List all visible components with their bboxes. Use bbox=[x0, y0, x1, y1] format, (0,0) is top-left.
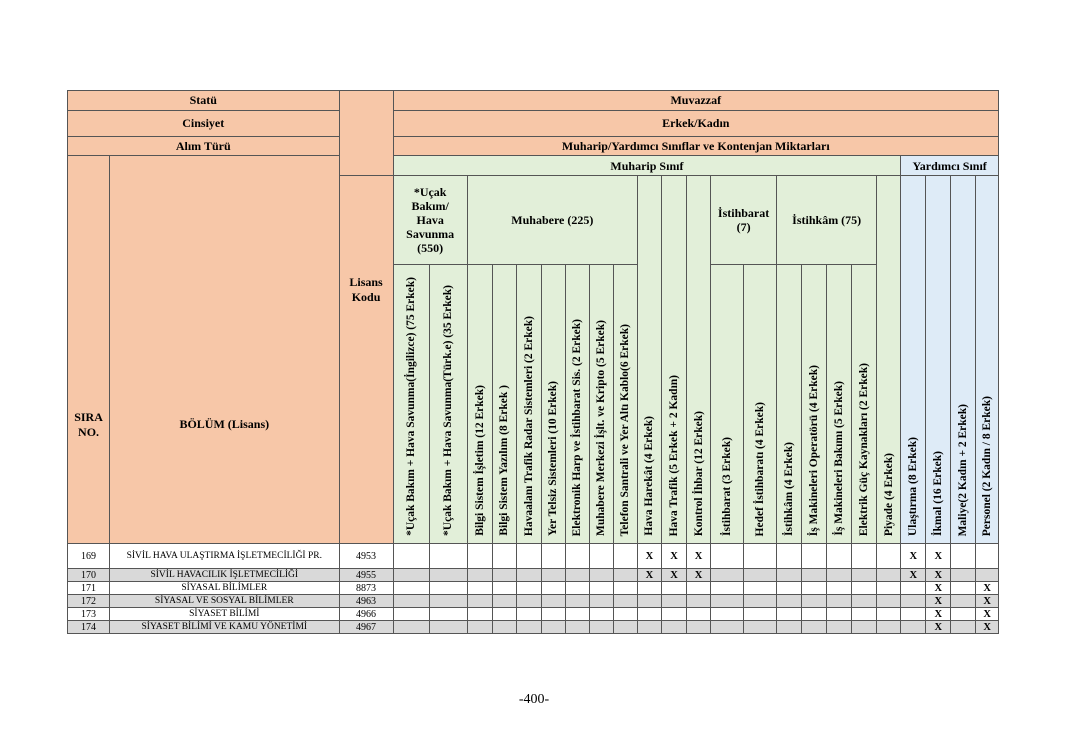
mark-cell bbox=[744, 621, 777, 634]
mark-cell bbox=[613, 608, 637, 621]
column-header-label: Maliye(2 Kadın + 2 Erkek) bbox=[957, 403, 970, 536]
mark-cell bbox=[516, 595, 541, 608]
lisans-kodu-header: Lisans Kodu bbox=[339, 176, 393, 544]
group-istihkam: İstihkâm (75) bbox=[777, 176, 877, 265]
mark-cell bbox=[589, 582, 613, 595]
column-header bbox=[467, 265, 492, 544]
mark-cell bbox=[744, 582, 777, 595]
mark-cell bbox=[589, 608, 613, 621]
mark-cell bbox=[541, 569, 565, 582]
mark-cell bbox=[852, 621, 877, 634]
mark-cell bbox=[951, 621, 976, 634]
department-cell: SİYASET BİLİMİ VE KAMU YÖNETİMİ bbox=[110, 621, 339, 634]
column-header-label: Hedef İstihbaratı (4 Erkek) bbox=[754, 401, 767, 536]
sira-no-header: SIRA NO. bbox=[68, 156, 110, 544]
column-header-label: Bilgi Sistem İşletim (12 Erkek) bbox=[473, 385, 486, 536]
mark-cell: X bbox=[687, 544, 711, 569]
mark-cell bbox=[802, 608, 827, 621]
mark-cell bbox=[877, 582, 901, 595]
mark-cell bbox=[613, 582, 637, 595]
yardimci-sinif-header: Yardımcı Sınıf bbox=[901, 156, 999, 176]
column-header bbox=[637, 176, 661, 544]
mark-cell bbox=[565, 582, 589, 595]
column-header bbox=[429, 265, 467, 544]
sira-no-cell: 173 bbox=[68, 608, 110, 621]
mark-cell bbox=[711, 582, 744, 595]
muharip-sinif-header: Muharip Sınıf bbox=[393, 156, 901, 176]
group-istihbarat: İstihbarat (7) bbox=[711, 176, 777, 265]
mark-cell bbox=[802, 621, 827, 634]
mark-cell bbox=[852, 595, 877, 608]
mark-cell bbox=[541, 595, 565, 608]
mark-cell bbox=[541, 608, 565, 621]
mark-cell bbox=[661, 582, 686, 595]
mark-cell: X bbox=[637, 569, 661, 582]
mark-cell bbox=[802, 582, 827, 595]
mark-cell bbox=[852, 582, 877, 595]
mark-cell bbox=[516, 544, 541, 569]
mark-cell bbox=[467, 608, 492, 621]
mark-cell bbox=[516, 582, 541, 595]
mark-cell bbox=[637, 595, 661, 608]
column-header bbox=[589, 265, 613, 544]
mark-cell: X bbox=[926, 544, 951, 569]
mark-cell bbox=[802, 569, 827, 582]
mark-cell: X bbox=[661, 544, 686, 569]
group-ucak-bakim: *Uçak Bakım/ Hava Savunma (550) bbox=[393, 176, 467, 265]
lisans-kodu-cell: 4967 bbox=[339, 621, 393, 634]
mark-cell bbox=[901, 595, 926, 608]
mark-cell bbox=[565, 569, 589, 582]
mark-cell bbox=[492, 608, 516, 621]
mark-cell bbox=[711, 595, 744, 608]
mark-cell bbox=[877, 621, 901, 634]
mark-cell bbox=[687, 582, 711, 595]
mark-cell bbox=[711, 569, 744, 582]
mark-cell bbox=[467, 569, 492, 582]
mark-cell: X bbox=[926, 569, 951, 582]
mark-cell bbox=[393, 595, 429, 608]
mark-cell bbox=[467, 621, 492, 634]
mark-cell: X bbox=[926, 621, 951, 634]
mark-cell bbox=[687, 621, 711, 634]
mark-cell bbox=[565, 608, 589, 621]
mark-cell bbox=[711, 608, 744, 621]
alim-turu-value: Muharip/Yardımcı Sınıflar ve Kontenjan Miktarları bbox=[393, 137, 998, 156]
cinsiyet-label: Cinsiyet bbox=[68, 111, 340, 137]
mark-cell bbox=[589, 544, 613, 569]
mark-cell bbox=[777, 544, 802, 569]
table-row bbox=[68, 569, 999, 582]
mark-cell bbox=[777, 621, 802, 634]
mark-cell: X bbox=[661, 569, 686, 582]
mark-cell bbox=[516, 569, 541, 582]
mark-cell bbox=[613, 544, 637, 569]
sira-no-cell: 172 bbox=[68, 595, 110, 608]
mark-cell bbox=[589, 621, 613, 634]
column-header-label: Elektronik Harp ve İstihbarat Sis. (2 Erkek) bbox=[571, 318, 584, 536]
mark-cell bbox=[877, 544, 901, 569]
mark-cell bbox=[777, 569, 802, 582]
mark-cell bbox=[492, 595, 516, 608]
column-header-label: İş Makineleri Bakımı (5 Erkek) bbox=[833, 381, 846, 536]
mark-cell: X bbox=[976, 582, 999, 595]
mark-cell bbox=[661, 595, 686, 608]
column-header-label: Elektrik Güç Kaynakları (2 Erkek) bbox=[858, 362, 871, 536]
mark-cell bbox=[661, 608, 686, 621]
sira-no-cell: 169 bbox=[68, 544, 110, 569]
column-header-label: İş Makineleri Operatörü (4 Erkek) bbox=[808, 364, 821, 536]
column-header-label: İstihbarat (3 Erkek) bbox=[721, 436, 734, 536]
mark-cell bbox=[901, 582, 926, 595]
mark-cell bbox=[393, 569, 429, 582]
mark-cell bbox=[827, 608, 852, 621]
mark-cell bbox=[687, 608, 711, 621]
mark-cell bbox=[492, 582, 516, 595]
column-header bbox=[516, 265, 541, 544]
table-row bbox=[68, 544, 999, 569]
mark-cell bbox=[541, 621, 565, 634]
group-muhabere: Muhabere (225) bbox=[467, 176, 637, 265]
mark-cell bbox=[827, 569, 852, 582]
mark-cell bbox=[852, 569, 877, 582]
mark-cell bbox=[429, 595, 467, 608]
lisans-kodu-cell: 4966 bbox=[339, 608, 393, 621]
table-row bbox=[68, 595, 999, 608]
column-header bbox=[777, 265, 802, 544]
mark-cell bbox=[877, 608, 901, 621]
column-header bbox=[901, 176, 926, 544]
mark-cell bbox=[393, 608, 429, 621]
mark-cell bbox=[827, 595, 852, 608]
mark-cell bbox=[951, 544, 976, 569]
column-header bbox=[492, 265, 516, 544]
column-header-label: Muhabere Merkezi İşlt. ve Kripto (5 Erkek) bbox=[595, 319, 608, 536]
lisans-kodu-cell: 4963 bbox=[339, 595, 393, 608]
column-header bbox=[926, 176, 951, 544]
mark-cell bbox=[541, 582, 565, 595]
mark-cell bbox=[744, 608, 777, 621]
mark-cell bbox=[711, 544, 744, 569]
column-header-label: İkmal (16 Erkek) bbox=[932, 451, 945, 536]
mark-cell bbox=[393, 544, 429, 569]
mark-cell bbox=[429, 569, 467, 582]
mark-cell bbox=[744, 595, 777, 608]
column-header bbox=[541, 265, 565, 544]
column-header bbox=[852, 265, 877, 544]
sira-no-cell: 170 bbox=[68, 569, 110, 582]
mark-cell bbox=[429, 582, 467, 595]
lisans-kodu-cell: 4953 bbox=[339, 544, 393, 569]
column-header bbox=[687, 176, 711, 544]
mark-cell bbox=[429, 608, 467, 621]
mark-cell bbox=[637, 621, 661, 634]
mark-cell bbox=[827, 544, 852, 569]
column-header-label: Ulaştırma (8 Erkek) bbox=[907, 436, 920, 536]
mark-cell bbox=[777, 582, 802, 595]
mark-cell: X bbox=[976, 595, 999, 608]
mark-cell bbox=[613, 595, 637, 608]
department-cell: SİYASET BİLİMİ bbox=[110, 608, 339, 621]
mark-cell bbox=[777, 608, 802, 621]
column-header-label: *Uçak Bakım + Hava Savunma(İngilizce) (75 Erkek) bbox=[405, 277, 418, 536]
mark-cell bbox=[951, 595, 976, 608]
mark-cell: X bbox=[926, 582, 951, 595]
mark-cell bbox=[951, 569, 976, 582]
column-header-label: Bilgi Sistem Yazılım (8 Erkek ) bbox=[498, 385, 511, 536]
mark-cell bbox=[467, 595, 492, 608]
table-row bbox=[68, 582, 999, 595]
mark-cell bbox=[565, 595, 589, 608]
sira-no-cell: 171 bbox=[68, 582, 110, 595]
mark-cell: X bbox=[687, 569, 711, 582]
mark-cell bbox=[802, 544, 827, 569]
mark-cell bbox=[711, 621, 744, 634]
mark-cell bbox=[565, 621, 589, 634]
lisans-kodu-cell: 4955 bbox=[339, 569, 393, 582]
column-header-label: Hava Harekât (4 Erkek) bbox=[643, 416, 656, 536]
department-cell: SİVİL HAVACILIK İŞLETMECİLİĞİ bbox=[110, 569, 339, 582]
mark-cell bbox=[393, 582, 429, 595]
column-header bbox=[393, 265, 429, 544]
mark-cell: X bbox=[637, 544, 661, 569]
mark-cell bbox=[467, 582, 492, 595]
mark-cell bbox=[393, 621, 429, 634]
mark-cell: X bbox=[901, 544, 926, 569]
mark-cell: X bbox=[976, 621, 999, 634]
mark-cell bbox=[541, 544, 565, 569]
statu-label: Statü bbox=[68, 91, 340, 111]
mark-cell bbox=[589, 569, 613, 582]
column-header bbox=[951, 176, 976, 544]
mark-cell bbox=[429, 621, 467, 634]
column-header-label: *Uçak Bakım + Hava Savunma(Türk.e) (35 Erkek) bbox=[442, 285, 455, 536]
mark-cell: X bbox=[901, 569, 926, 582]
column-header bbox=[565, 265, 589, 544]
mark-cell bbox=[492, 621, 516, 634]
mark-cell: X bbox=[976, 608, 999, 621]
column-header bbox=[802, 265, 827, 544]
column-header bbox=[827, 265, 852, 544]
quota-table bbox=[67, 90, 999, 634]
mark-cell bbox=[492, 544, 516, 569]
mark-cell bbox=[589, 595, 613, 608]
column-header-label: Telefon Santrali ve Yer Altı Kablo(6 Erkek) bbox=[619, 323, 632, 536]
mark-cell bbox=[637, 582, 661, 595]
column-header bbox=[711, 265, 744, 544]
column-header bbox=[744, 265, 777, 544]
mark-cell bbox=[744, 544, 777, 569]
mark-cell bbox=[516, 621, 541, 634]
mark-cell bbox=[802, 595, 827, 608]
sira-no-cell: 174 bbox=[68, 621, 110, 634]
table-row bbox=[68, 621, 999, 634]
mark-cell bbox=[901, 608, 926, 621]
mark-cell bbox=[877, 569, 901, 582]
mark-cell bbox=[976, 544, 999, 569]
mark-cell bbox=[951, 608, 976, 621]
mark-cell bbox=[852, 544, 877, 569]
column-header-label: Hava Trafik (5 Erkek + 2 Kadın) bbox=[667, 374, 680, 536]
mark-cell bbox=[613, 569, 637, 582]
alim-turu-label: Alım Türü bbox=[68, 137, 340, 156]
mark-cell: X bbox=[926, 608, 951, 621]
column-header-label: Yer Telsiz Sistemleri (10 Erkek) bbox=[547, 380, 560, 536]
column-header bbox=[877, 176, 901, 544]
column-header bbox=[976, 176, 999, 544]
column-header-label: İstihkâm (4 Erkek) bbox=[783, 442, 796, 536]
column-header bbox=[613, 265, 637, 544]
cinsiyet-value: Erkek/Kadın bbox=[393, 111, 998, 137]
column-header-label: Havaalanı Trafik Radar Sistemleri (2 Erkek) bbox=[522, 315, 535, 536]
page-number: -400- bbox=[518, 692, 550, 707]
mark-cell: X bbox=[926, 595, 951, 608]
lisans-kodu-cell: 8873 bbox=[339, 582, 393, 595]
mark-cell bbox=[687, 595, 711, 608]
mark-cell bbox=[565, 544, 589, 569]
mark-cell bbox=[852, 608, 877, 621]
mark-cell bbox=[492, 569, 516, 582]
lisans-kodu-spacer bbox=[339, 91, 393, 176]
mark-cell bbox=[951, 582, 976, 595]
column-header-label: Piyade (4 Erkek) bbox=[882, 452, 895, 536]
mark-cell bbox=[429, 544, 467, 569]
mark-cell bbox=[516, 608, 541, 621]
column-header-label: Kontrol İhbar (12 Erkek) bbox=[692, 410, 705, 536]
mark-cell bbox=[661, 621, 686, 634]
mark-cell bbox=[901, 621, 926, 634]
mark-cell bbox=[744, 569, 777, 582]
mark-cell bbox=[613, 621, 637, 634]
department-cell: SİYASAL VE SOSYAL BİLİMLER bbox=[110, 595, 339, 608]
bolum-header: BÖLÜM (Lisans) bbox=[110, 156, 339, 544]
mark-cell bbox=[976, 569, 999, 582]
mark-cell bbox=[827, 621, 852, 634]
statu-value: Muvazzaf bbox=[393, 91, 998, 111]
mark-cell bbox=[877, 595, 901, 608]
department-cell: SİVİL HAVA ULAŞTIRMA İŞLETMECİLİĞİ PR. bbox=[110, 544, 339, 569]
mark-cell bbox=[637, 608, 661, 621]
mark-cell bbox=[777, 595, 802, 608]
column-header-label: Personel (2 Kadın / 8 Erkek) bbox=[981, 395, 994, 536]
table-row bbox=[68, 608, 999, 621]
column-header bbox=[661, 176, 686, 544]
department-cell: SİYASAL BİLİMLER bbox=[110, 582, 339, 595]
mark-cell bbox=[827, 582, 852, 595]
mark-cell bbox=[467, 544, 492, 569]
